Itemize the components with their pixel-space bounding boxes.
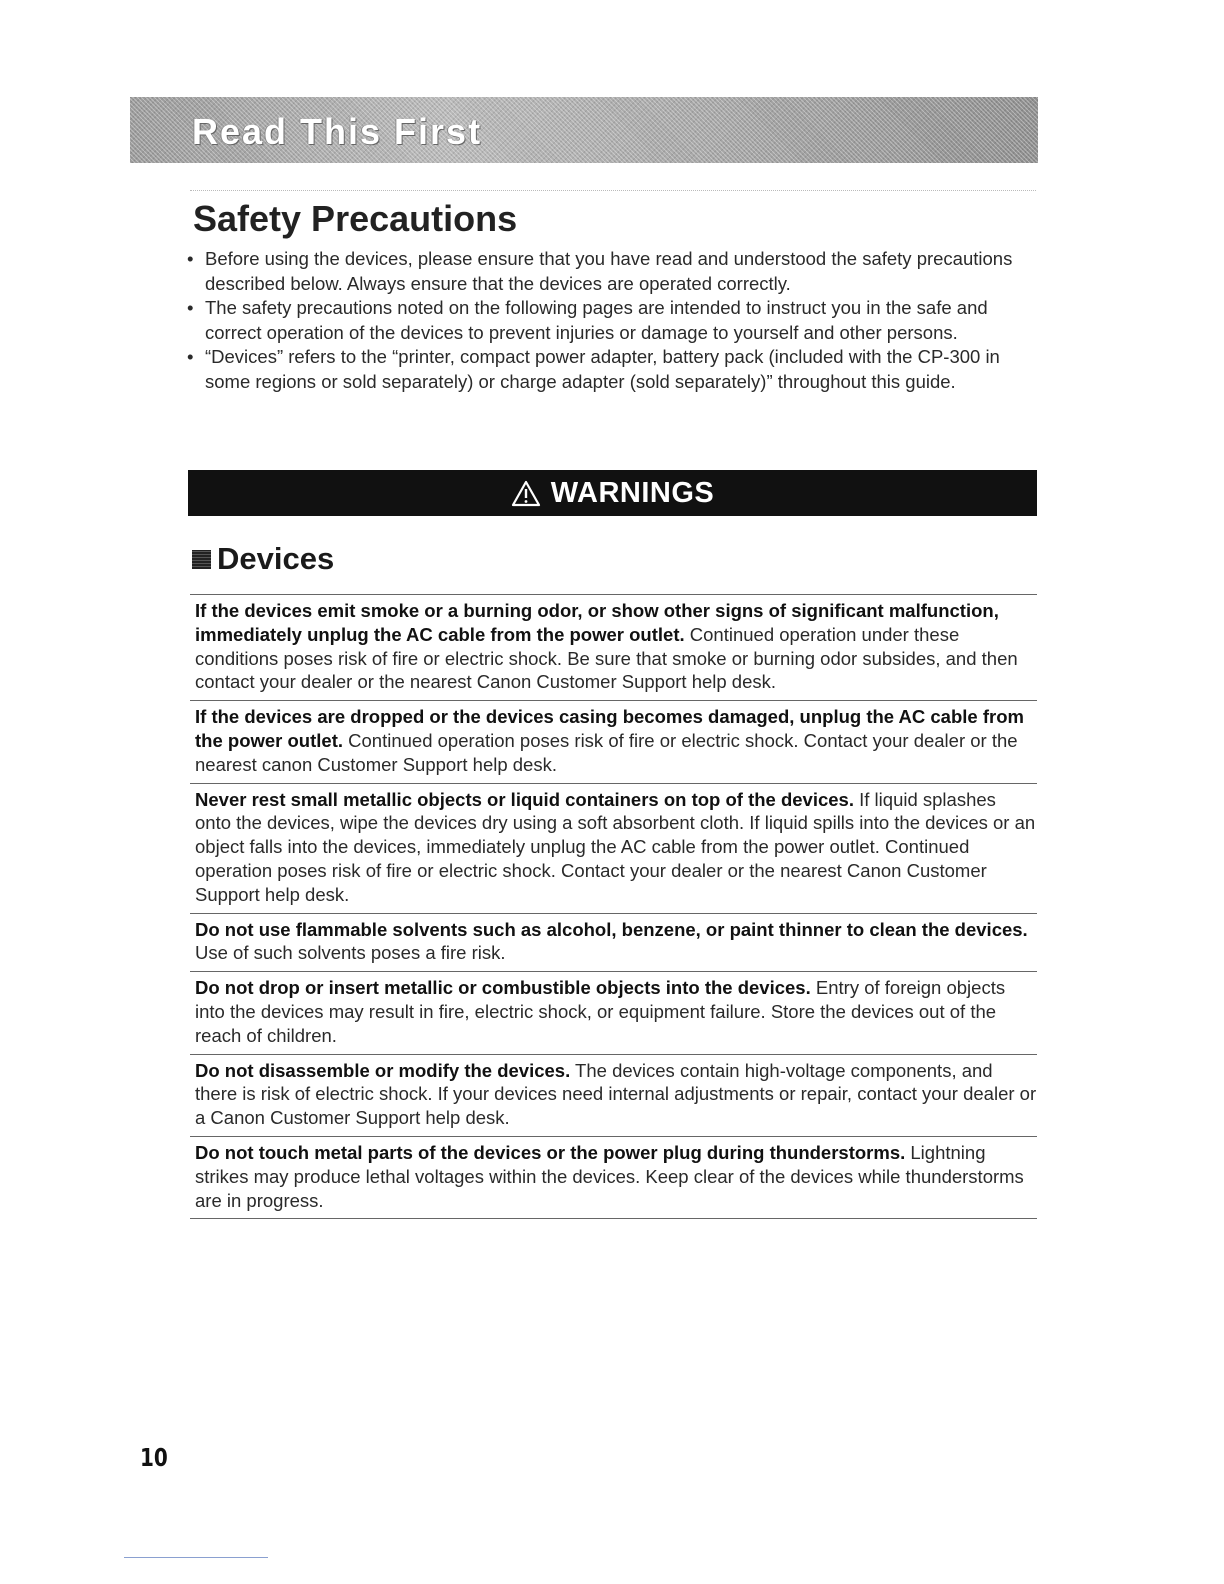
warning-body: If liquid splashes onto the devices, wipe the devices dry using a soft absorbent cloth. If liquid spills into the devices or an object falls into the devices, immediately unplug the AC cable from the power outlet. Continued operation poses risk of fire or electric shock. Contact your dealer or the nearest Canon Customer Support help desk. <box>195 788 1036 905</box>
warning-body: Use of such solvents poses a fire risk. <box>195 942 506 964</box>
page-number: 10 <box>140 1443 168 1472</box>
section-title: Safety Precautions <box>193 198 518 239</box>
warning-item <box>190 783 1037 913</box>
intro-bullet: • “Devices” refers to the “printer, compact power adapter, battery pack (included with the CP-300 in some regions or sold separately) or charge adapter (sold separately)” throughout this guide. <box>186 345 1046 394</box>
intro-bullet-list <box>186 247 1046 394</box>
warning-body: The devices contain high-voltage components, and there is risk of electric shock. If your devices need internal adjustments or repair, contact your dealer or a Canon Customer Support help desk. <box>195 1059 1037 1129</box>
devices-heading-text: Devices <box>217 541 335 576</box>
warning-item <box>190 1054 1037 1136</box>
warning-lead: Do not use flammable solvents such as alcohol, benzene, or paint thinner to clean the devices. <box>195 918 1028 940</box>
warning-lead: Never rest small metallic objects or liquid containers on top of the devices. <box>195 788 854 810</box>
intro-bullet: • Before using the devices, please ensure that you have read and understood the safety precautions described below. Always ensure that the devices are operated correctly. <box>186 247 1046 296</box>
warning-lead: If the devices are dropped or the devices casing becomes damaged, unplug the AC cable from the power outlet. <box>195 706 1024 751</box>
warning-lead: Do not touch metal parts of the devices or the power plug during thunderstorms. <box>195 1141 906 1163</box>
header-banner <box>130 97 1038 163</box>
warning-body: Continued operation poses risk of fire or electric shock. Contact your dealer or the nearest canon Customer Support help desk. <box>195 729 1018 775</box>
warning-lead: Do not drop or insert metallic or combustible objects into the devices. <box>195 977 811 999</box>
warning-lead: If the devices emit smoke or a burning odor, or show other signs of significant malfunction, immediately unplug the AC cable from the power outlet. <box>195 600 999 645</box>
warning-body: Entry of foreign objects into the devices may result in fire, electric shock, or equipment failure. Store the devices out of the reach of children. <box>195 977 1006 1046</box>
warning-body: Continued operation under these conditions poses risk of fire or electric shock. Be sure that smoke or burning odor subsides, and then contact your dealer or the nearest Canon Customer Support help desk. <box>195 623 1018 693</box>
warning-lead: Do not disassemble or modify the devices. <box>195 1059 571 1081</box>
dotted-divider <box>190 190 1036 191</box>
devices-heading <box>192 541 334 577</box>
warnings-label: WARNINGS <box>550 476 715 509</box>
warning-triangle-icon <box>511 480 541 507</box>
warning-list-end-rule <box>190 1218 1037 1219</box>
square-bullet-icon <box>192 550 211 569</box>
warning-list <box>190 594 1037 1219</box>
intro-bullet: • The safety precautions noted on the following pages are intended to instruct you in the safe and correct operation of the devices to prevent injuries or damage to yourself and other persons. <box>186 296 1046 345</box>
warning-item <box>190 594 1037 700</box>
banner-title: Read This First <box>192 111 483 152</box>
warning-body: Lightning strikes may produce lethal voltages within the devices. Keep clear of the devices while thunderstorms are in progress. <box>195 1141 1024 1211</box>
warnings-banner <box>188 470 1037 516</box>
footer-rule <box>124 1557 268 1558</box>
warning-item <box>190 913 1037 972</box>
warning-item <box>190 700 1037 782</box>
warning-item <box>190 971 1037 1053</box>
warning-item <box>190 1136 1037 1218</box>
